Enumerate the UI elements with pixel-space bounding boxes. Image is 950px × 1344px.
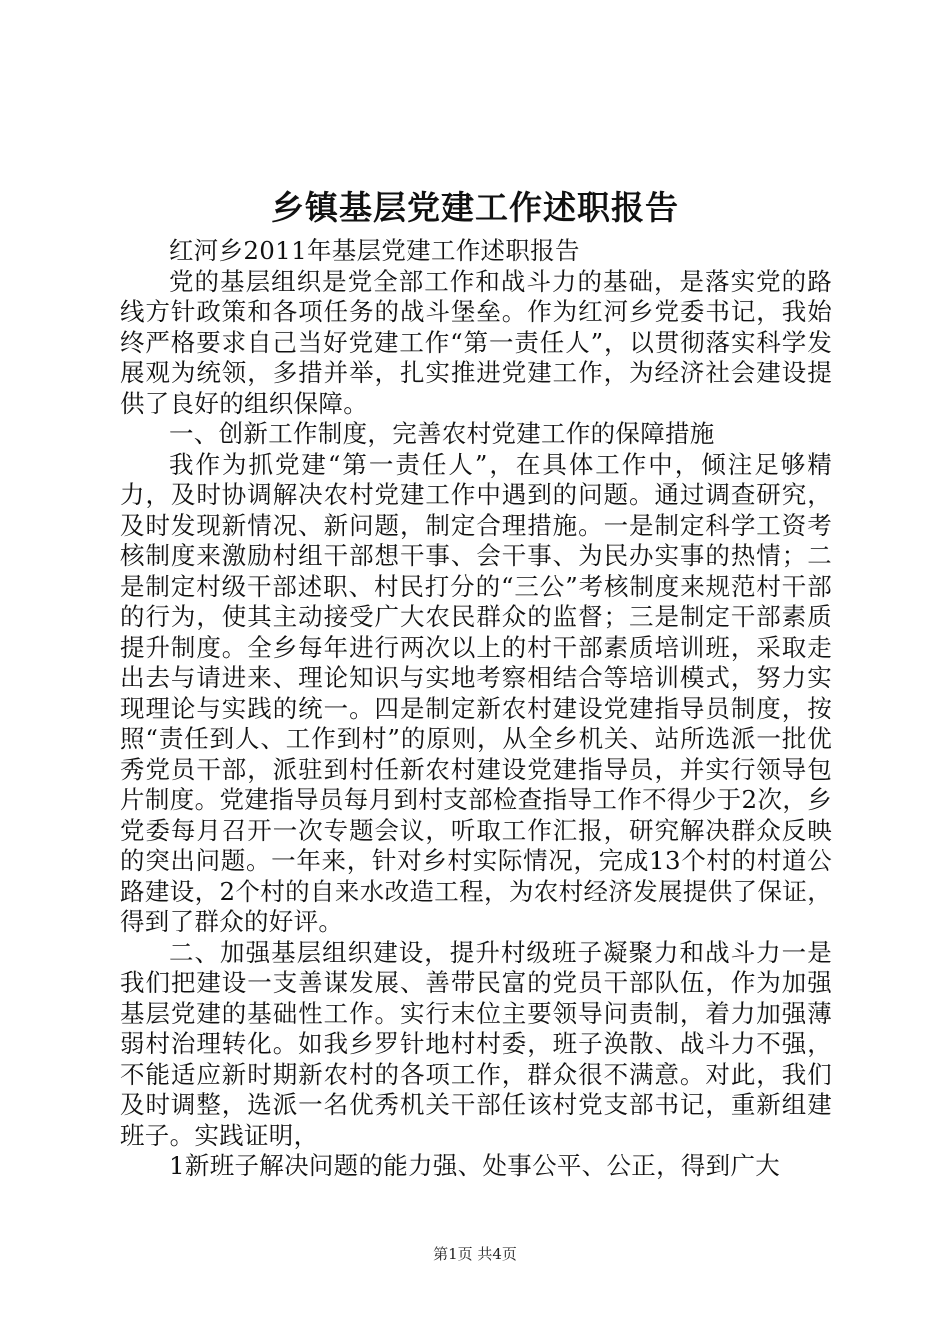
section-heading-one: 一、创新工作制度，完善农村党建工作的保障措施: [169, 419, 715, 448]
paragraph-section-two: 二、加强基层组织建设，提升村级班子凝聚力和战斗力一是我们把建设一支善谋发展、善带民富的党员干部队伍，作为加强基层党建的基础性工作。实行末位主要领导问责制，着力加强薄弱村治理转化。如我乡罗针地村村委，班子涣散、战斗力不强，不能适应新时期新农村的各项工作，群众很不满意。对此，我们及时调整，选派一名优秀机关干部任该村党支部书记，重新组建班子。实践证明，: [120, 937, 832, 1150]
page-number-footer: 第1页 共4页: [433, 1245, 517, 1263]
paragraph-introduction: 党的基层组织是党全部工作和战斗力的基础，是落实党的路线方针政策和各项任务的战斗堡垒。作为红河乡党委书记，我始终严格要求自己当好党建工作“第一责任人”，以贯彻落实科学发展观为统领，多措并举，扎实推进党建工作，为经济社会建设提供了良好的组织保障。: [120, 266, 832, 418]
paragraph-report-heading: 红河乡2011年基层党建工作述职报告: [169, 236, 580, 265]
document-title: 乡镇基层党建工作述职报告: [271, 188, 679, 227]
paragraph-continuation: 1新班子解决问题的能力强、处事公平、公正，得到广大: [169, 1151, 781, 1180]
document-body: [120, 236, 832, 1182]
paragraph-section-one-body: 我作为抓党建“第一责任人”，在具体工作中，倾注足够精力，及时协调解决农村党建工作中遇到的问题。通过调查研究，及时发现新情况、新问题，制定合理措施。一是制定科学工资考核制度来激励村组干部想干事、会干事、为民办实事的热情；二是制定村级干部述职、村民打分的“三公”考核制度来规范村干部的行为，使其主动接受广大农民群众的监督；三是制定干部素质提升制度。全乡每年进行两次以上的村干部素质培训班，采取走出去与请进来、理论知识与实地考察相结合等培训模式，努力实现理论与实践的统一。四是制定新农村建设党建指导员制度，按照“责任到人、工作到村”的原则，从全乡机关、站所选派一批优秀党员干部，派驻到村任新农村建设党建指导员，并实行领导包片制度。党建指导员每月到村支部检查指导工作不得少于2次，乡党委每月召开一次专题会议，听取工作汇报，研究解决群众反映的突出问题。一年来，针对乡村实际情况，完成13个村的村道公路建设，2个村的自来水改造工程，为农村经济发展提供了保证，得到了群众的好评。: [120, 449, 832, 936]
